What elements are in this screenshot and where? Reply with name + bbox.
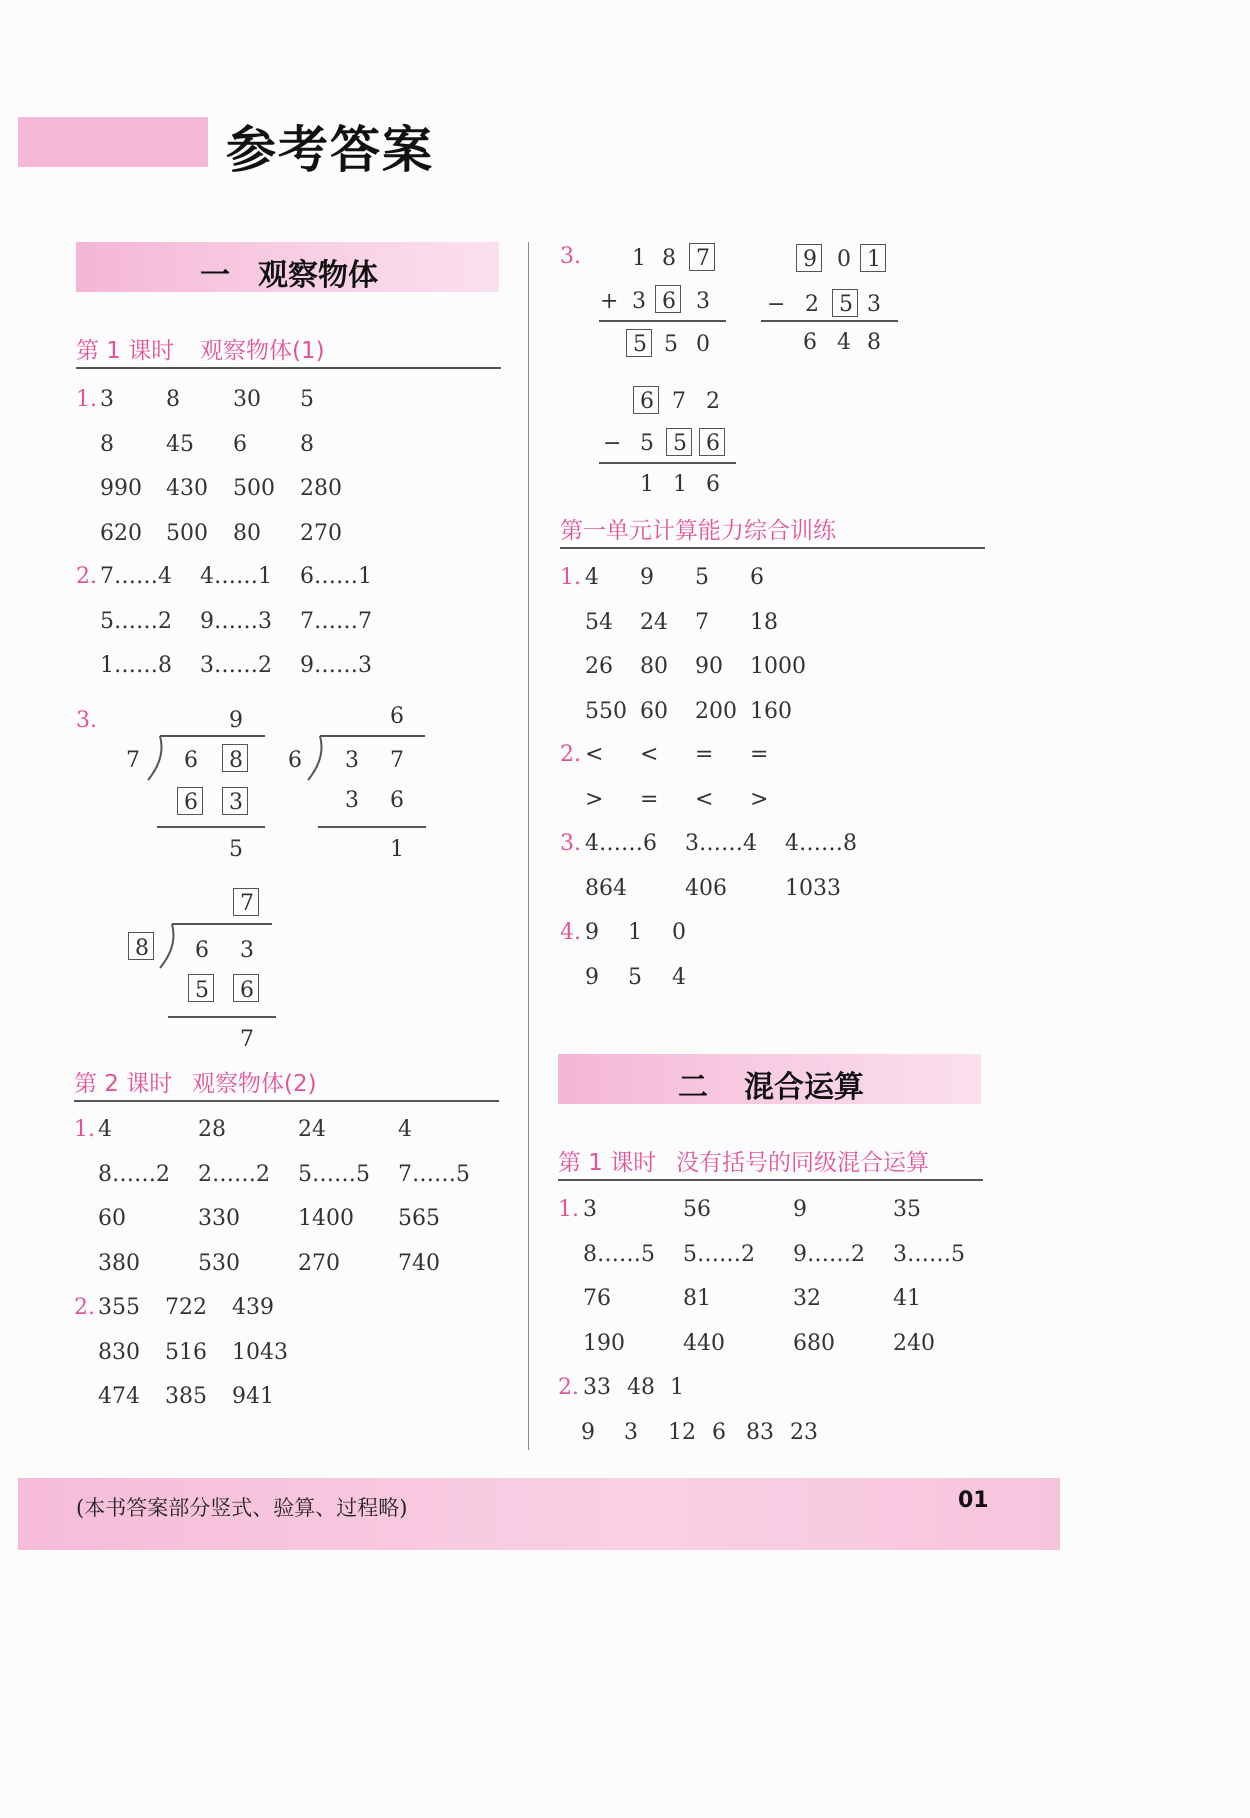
- answer-value: 3: [100, 387, 114, 412]
- answer-value: 4……1: [200, 564, 272, 589]
- unit2-lesson1-label: 第 1 课时: [558, 1150, 657, 1176]
- digit: 5: [640, 431, 654, 456]
- answer-value: 8……2: [98, 1161, 170, 1187]
- question-number: 2.: [558, 1375, 579, 1400]
- lesson2-label: 第 2 课时: [74, 1071, 173, 1097]
- answer-value: 35: [893, 1197, 921, 1222]
- answer-value: 190: [583, 1330, 625, 1356]
- lesson2-rule: [74, 1100, 499, 1102]
- answer-value: 24: [298, 1117, 326, 1142]
- question-number: 2.: [76, 564, 97, 589]
- question-number: 3.: [560, 831, 581, 856]
- answer-value: 3……5: [893, 1241, 965, 1267]
- digit: 0: [837, 247, 851, 272]
- remainder: 7: [240, 1027, 254, 1052]
- quotient: 6: [390, 704, 404, 729]
- answer-value: >: [750, 786, 769, 812]
- minus-sign: −: [603, 431, 622, 456]
- divisor: 7: [126, 748, 140, 773]
- question-number: 1.: [560, 565, 581, 590]
- answer-value: 385: [165, 1384, 207, 1409]
- question-number: 1.: [558, 1197, 579, 1222]
- answer-value: 280: [300, 476, 342, 501]
- answer-value: =: [750, 742, 769, 767]
- footer-note: (本书答案部分竖式、验算、过程略): [76, 1496, 408, 1520]
- answer-value: 9: [793, 1197, 807, 1222]
- digit: 3: [696, 289, 710, 314]
- page-title: 参考答案: [226, 121, 434, 179]
- answer-value: 516: [165, 1339, 207, 1365]
- answer-value: 5: [695, 565, 709, 590]
- product-digit: 5: [195, 978, 209, 1003]
- remainder: 1: [390, 837, 404, 862]
- answer-value: 54: [585, 609, 613, 635]
- answer-value: 240: [893, 1330, 935, 1356]
- digit: 4: [837, 330, 851, 355]
- difference-line: [599, 462, 736, 464]
- answer-value: 6: [233, 431, 247, 457]
- product-digit: 3: [229, 790, 243, 815]
- answer-value: 8: [166, 387, 180, 412]
- divisor: 6: [288, 748, 302, 773]
- review-title: 第一单元计算能力综合训练: [560, 518, 836, 544]
- division-bracket: [300, 732, 430, 784]
- question-number: 2.: [560, 742, 581, 767]
- answer-value: 1: [628, 920, 642, 945]
- answer-value: <: [640, 742, 659, 767]
- answer-value: 500: [166, 520, 208, 546]
- division-line: [168, 1016, 276, 1018]
- answer-value: 48: [627, 1375, 655, 1400]
- digit: 1: [673, 472, 687, 497]
- answer-value: 8……5: [583, 1241, 655, 1267]
- digit: 8: [662, 246, 676, 271]
- answer-value: 1: [670, 1375, 684, 1400]
- product-digit: 6: [240, 978, 254, 1003]
- answer-value: 3……2: [200, 653, 272, 678]
- answer-value: 28: [198, 1117, 226, 1142]
- answer-value: 500: [233, 476, 275, 501]
- answer-value: 5……5: [298, 1161, 370, 1187]
- question-number: 1.: [74, 1117, 95, 1142]
- answer-value: 9: [585, 964, 599, 990]
- dividend-digit: 3: [240, 938, 254, 963]
- digit: 1: [632, 246, 646, 271]
- answer-value: 620: [100, 520, 142, 546]
- dividend-digit: 8: [229, 748, 243, 773]
- product-digit: 6: [184, 790, 198, 815]
- answer-value: 439: [232, 1295, 274, 1320]
- division-line: [318, 826, 426, 828]
- answer-value: 3: [624, 1420, 638, 1445]
- dividend-digit: 7: [390, 748, 404, 773]
- answer-value: 2……2: [198, 1161, 270, 1187]
- answer-value: 60: [98, 1206, 126, 1231]
- unit2-lesson1-rule: [558, 1179, 983, 1181]
- digit: 7: [672, 389, 686, 414]
- answer-value: 9……3: [300, 653, 372, 678]
- answer-value: 9……3: [200, 608, 272, 634]
- answer-value: 4: [398, 1117, 412, 1142]
- right-q3-number: 3.: [560, 244, 581, 269]
- title-band: [18, 117, 208, 167]
- division-bracket: [152, 920, 282, 972]
- answer-value: =: [695, 742, 714, 767]
- digit: 6: [662, 289, 676, 314]
- question-number: 4.: [560, 920, 581, 945]
- answer-value: 80: [640, 654, 668, 679]
- answer-value: 4: [585, 565, 599, 590]
- answer-value: 60: [640, 698, 668, 724]
- answer-value: 270: [298, 1250, 340, 1276]
- answer-value: 33: [583, 1375, 611, 1400]
- lesson1-label: 第 1 课时: [76, 338, 175, 364]
- answer-value: 5……2: [100, 608, 172, 634]
- answer-value: 45: [166, 431, 194, 457]
- answer-value: 3: [583, 1197, 597, 1222]
- digit: 0: [696, 332, 710, 357]
- digit: 9: [803, 247, 817, 272]
- digit: 6: [706, 431, 720, 456]
- answer-value: 9: [585, 920, 599, 945]
- answer-value: 740: [398, 1250, 440, 1276]
- lesson2-title: 观察物体(2): [192, 1071, 317, 1097]
- answer-value: 80: [233, 520, 261, 546]
- answer-value: 270: [300, 520, 342, 546]
- answer-value: 9……2: [793, 1241, 865, 1267]
- answer-value: 1033: [785, 875, 841, 901]
- divisor: 8: [135, 936, 149, 961]
- answer-value: 6……1: [300, 564, 372, 589]
- answer-value: 4……8: [785, 831, 857, 856]
- answer-value: 0: [672, 920, 686, 945]
- digit: 6: [706, 472, 720, 497]
- column-divider: [528, 242, 529, 1450]
- answer-value: 3……4: [685, 831, 757, 856]
- answer-value: <: [585, 742, 604, 767]
- lesson1-q3-number: 3.: [76, 708, 97, 733]
- answer-value: 565: [398, 1206, 440, 1231]
- digit: 5: [664, 332, 678, 357]
- page-number: 01: [958, 1488, 989, 1513]
- digit: 2: [706, 389, 720, 414]
- answer-value: 380: [98, 1250, 140, 1276]
- digit: 3: [867, 292, 881, 317]
- answer-value: 990: [100, 476, 142, 501]
- answer-value: 7……4: [100, 564, 172, 589]
- answer-value: 7: [695, 609, 709, 635]
- answer-value: 18: [750, 609, 778, 635]
- digit: 5: [673, 431, 687, 456]
- product-digit: 3: [345, 788, 359, 813]
- answer-value: 1000: [750, 654, 806, 679]
- remainder: 5: [229, 837, 243, 862]
- answer-value: 41: [893, 1286, 921, 1311]
- division-bracket: [140, 732, 270, 784]
- quotient: 7: [240, 891, 254, 916]
- minus-sign: −: [767, 292, 786, 317]
- difference-line: [761, 320, 898, 322]
- unit2-lesson1-title: 没有括号的同级混合运算: [676, 1150, 929, 1176]
- answer-value: 406: [685, 875, 727, 901]
- answer-value: 355: [98, 1295, 140, 1320]
- answer-value: 680: [793, 1330, 835, 1356]
- lesson1-title: 观察物体(1): [200, 338, 325, 364]
- answer-value: 90: [695, 654, 723, 679]
- answer-value: 5: [300, 387, 314, 412]
- unit1-title: 观察物体: [258, 258, 378, 293]
- answer-value: 830: [98, 1339, 140, 1365]
- answer-value: 1400: [298, 1206, 354, 1231]
- dividend-digit: 3: [345, 748, 359, 773]
- answer-value: 5……2: [683, 1241, 755, 1267]
- digit: 6: [803, 330, 817, 355]
- answer-value: 474: [98, 1384, 140, 1409]
- digit: 5: [839, 292, 853, 317]
- answer-value: 330: [198, 1206, 240, 1231]
- answer-value: <: [695, 786, 714, 812]
- answer-value: 30: [233, 387, 261, 412]
- unit2-title: 混合运算: [744, 1070, 864, 1105]
- answer-value: 8: [300, 431, 314, 457]
- answer-value: 9: [640, 565, 654, 590]
- review-rule: [560, 547, 985, 549]
- unit2-number: 二: [678, 1070, 708, 1105]
- answer-value: 4: [672, 964, 686, 990]
- answer-value: >: [585, 786, 604, 812]
- answer-value: 864: [585, 875, 627, 901]
- digit: 1: [867, 247, 881, 272]
- answer-value: 32: [793, 1286, 821, 1311]
- division-line: [157, 826, 265, 828]
- answer-value: 12: [668, 1420, 696, 1445]
- answer-value: 56: [683, 1197, 711, 1222]
- answer-value: 5: [628, 964, 642, 990]
- answer-value: =: [640, 786, 659, 812]
- answer-value: 76: [583, 1286, 611, 1311]
- answer-value: 26: [585, 654, 613, 679]
- answer-value: 23: [790, 1420, 818, 1445]
- answer-value: 530: [198, 1250, 240, 1276]
- digit: 5: [633, 332, 647, 357]
- answer-value: 4: [98, 1117, 112, 1142]
- quotient: 9: [229, 708, 243, 733]
- answer-value: 160: [750, 698, 792, 724]
- digit: 8: [867, 330, 881, 355]
- digit: 2: [805, 292, 819, 317]
- unit1-number: 一: [200, 258, 230, 293]
- answer-value: 722: [165, 1295, 207, 1320]
- question-number: 1.: [76, 387, 97, 412]
- answer-value: 4……6: [585, 831, 657, 856]
- answer-value: 1……8: [100, 653, 172, 678]
- answer-value: 550: [585, 698, 627, 724]
- lesson1-rule: [76, 367, 501, 369]
- digit: 7: [696, 246, 710, 271]
- answer-value: 200: [695, 698, 737, 724]
- answer-value: 8: [100, 431, 114, 457]
- digit: 3: [632, 289, 646, 314]
- answer-value: 440: [683, 1330, 725, 1356]
- answer-value: 6: [750, 565, 764, 590]
- answer-value: 1043: [232, 1339, 288, 1365]
- answer-value: 430: [166, 476, 208, 501]
- sum-line: [599, 320, 726, 322]
- dividend-digit: 6: [195, 938, 209, 963]
- question-number: 2.: [74, 1295, 95, 1320]
- digit: 6: [640, 389, 654, 414]
- answer-value: 24: [640, 609, 668, 635]
- answer-value: 81: [683, 1286, 711, 1311]
- answer-value: 9: [581, 1420, 595, 1445]
- answer-value: 83: [746, 1420, 774, 1445]
- digit: 1: [640, 472, 654, 497]
- answer-value: 941: [232, 1384, 274, 1409]
- plus-sign: +: [600, 289, 619, 314]
- answer-value: 7……5: [398, 1161, 470, 1187]
- dividend-digit: 6: [184, 748, 198, 773]
- answer-value: 6: [712, 1420, 726, 1445]
- answer-value: 7……7: [300, 608, 372, 634]
- product-digit: 6: [390, 788, 404, 813]
